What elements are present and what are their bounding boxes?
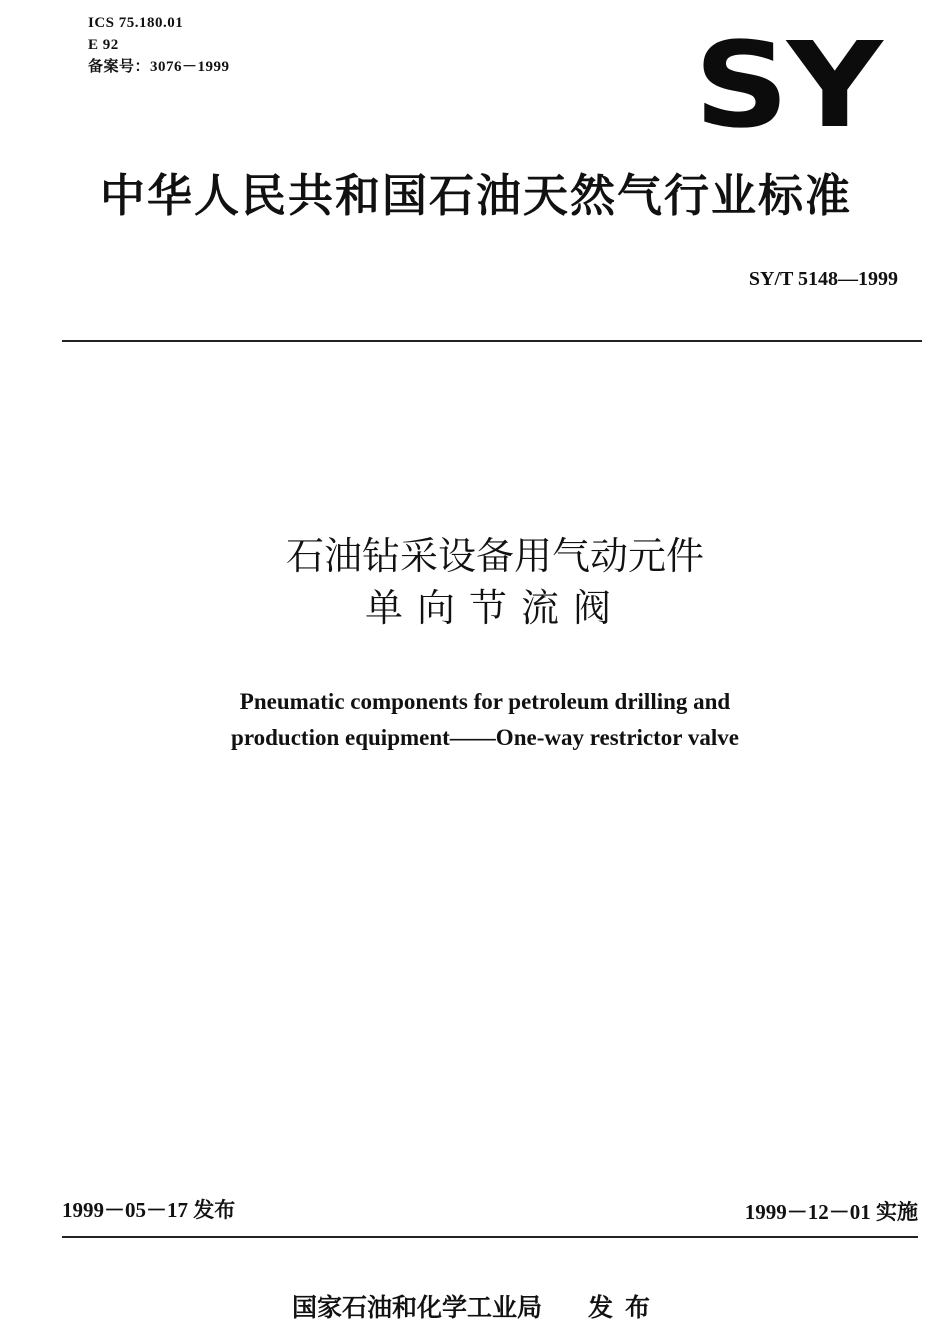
chinese-title-line2: 单向节流阀 (364, 586, 625, 630)
classification-code: E 92 (88, 37, 119, 53)
english-title-line1: Pneumatic components for petroleum drilling and (239, 689, 731, 714)
national-standard-title: 中华人民共和国石油天然气行业标准 (100, 169, 853, 222)
document-metadata (88, 12, 230, 78)
standard-number: SY/T 5148—1999 (748, 268, 898, 290)
header-divider (62, 340, 922, 342)
sy-logo: SY (694, 16, 881, 154)
chinese-title-line1: 石油钻采设备用气动元件 (285, 534, 704, 578)
implementation-date: 1999－12－01 实施 (744, 1200, 918, 1224)
issue-date: 1999－05－17 发布 (62, 1198, 236, 1222)
issuer-action: 发布 (588, 1293, 663, 1322)
issuing-authority (292, 1288, 662, 1324)
english-title-line2: production equipment——One-way restrictor valve (231, 725, 739, 750)
ics-code: ICS 75.180.01 (88, 15, 184, 31)
issuer-name: 国家石油和化学工业局 (292, 1293, 543, 1322)
chinese-title (0, 530, 950, 634)
english-title (0, 684, 950, 756)
filing-number: 备案号：3076－1999 (88, 59, 230, 75)
footer-divider (62, 1236, 918, 1238)
